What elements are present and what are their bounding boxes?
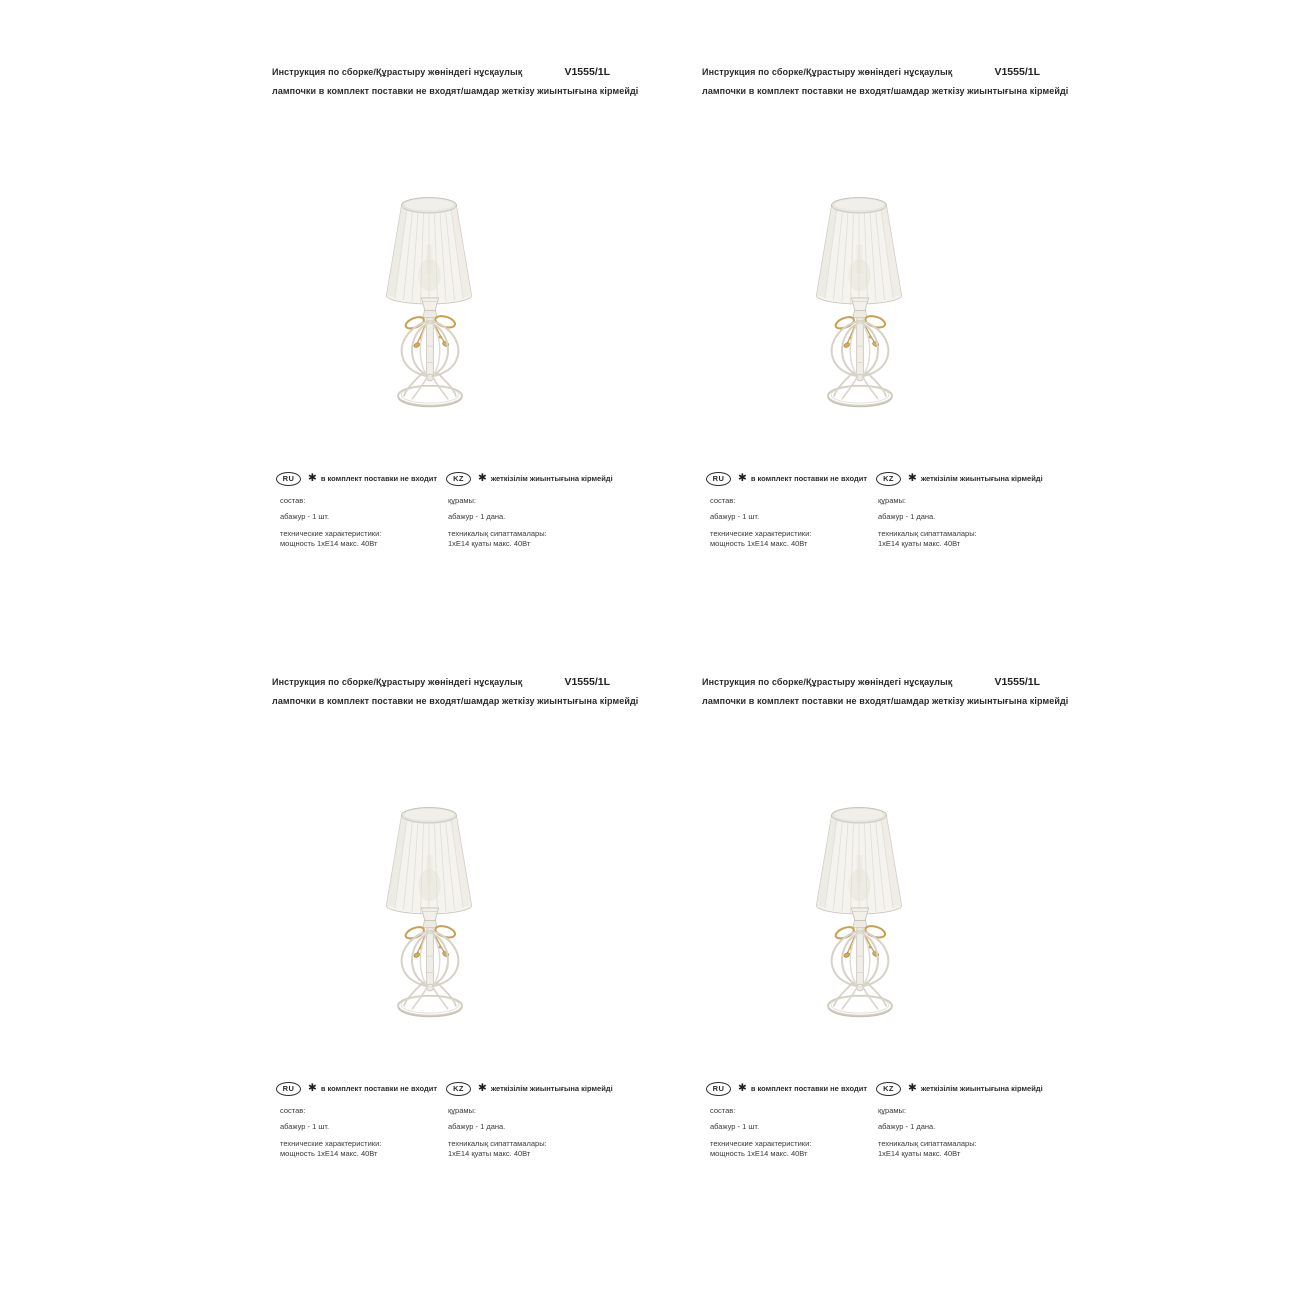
kz-badge: KZ xyxy=(446,472,471,486)
sheet-header xyxy=(272,676,639,706)
specs-ru xyxy=(280,496,448,549)
sheet-header xyxy=(702,66,1069,96)
asterisk-icon: ✱ xyxy=(908,1082,917,1095)
specs-ru xyxy=(710,1106,878,1159)
asterisk-icon: ✱ xyxy=(478,1082,487,1095)
lamp-neck xyxy=(421,298,438,318)
asterisk-icon: ✱ xyxy=(738,1082,747,1095)
table-lamp-image xyxy=(383,802,477,1020)
lamp-neck xyxy=(421,908,438,928)
specs-kz xyxy=(878,496,1046,549)
asterisk-icon: ✱ xyxy=(308,472,317,485)
header-subtitle: лампочки в комплект поставки не входят/шамдар жеткізу жиынтығына кірмейді xyxy=(272,86,639,96)
ru-composition-label: состав: xyxy=(710,1106,736,1115)
asterisk-icon: ✱ xyxy=(738,472,747,485)
kz-composition-label: құрамы: xyxy=(448,496,477,505)
lampshade xyxy=(816,198,901,304)
kz-tech-label: техникалық сипаттамалары: xyxy=(448,529,547,538)
ru-badge: RU xyxy=(276,472,301,486)
sheet-header xyxy=(702,676,1069,706)
kz-composition-value: абажур - 1 дана. xyxy=(448,512,506,521)
model-number: V1555/1L xyxy=(564,676,610,688)
kz-tech-value: 1хЕ14 қуаты макс. 40Вт xyxy=(878,1149,961,1158)
sheet-slot-bottom-left xyxy=(270,676,639,1246)
kz-footnote-text: жеткізілім жиынтығына кірмейді xyxy=(920,474,1043,483)
kz-tech-value: 1хЕ14 қуаты макс. 40Вт xyxy=(448,1149,531,1158)
kz-tech-label: техникалық сипаттамалары: xyxy=(448,1139,547,1148)
instruction-sheet xyxy=(700,66,1069,636)
instruction-sheet xyxy=(270,66,639,636)
ru-footnote xyxy=(276,471,437,486)
footnotes-row xyxy=(700,1081,1060,1096)
ru-composition-value: абажур - 1 шт. xyxy=(710,512,760,521)
ru-tech-value: мощность 1хЕ14 макс. 40Вт xyxy=(710,539,808,548)
header-title-row xyxy=(272,66,610,78)
ru-composition-label: состав: xyxy=(710,496,736,505)
table-lamp-image xyxy=(383,192,477,410)
lampshade xyxy=(386,808,471,914)
lamp-neck xyxy=(851,908,868,928)
ru-footnote-text: в комплект поставки не входит xyxy=(750,1084,868,1093)
ru-footnote-text: в комплект поставки не входит xyxy=(320,474,438,483)
specs-ru xyxy=(710,496,878,549)
ru-tech-label: технические характеристики: xyxy=(280,529,382,538)
sheet-slot-bottom-right xyxy=(700,676,1069,1246)
kz-footnote-text: жеткізілім жиынтығына кірмейді xyxy=(920,1084,1043,1093)
specs-kz xyxy=(448,496,616,549)
header-subtitle: лампочки в комплект поставки не входят/шамдар жеткізу жиынтығына кірмейді xyxy=(702,696,1069,706)
kz-badge: KZ xyxy=(876,1082,901,1096)
table-lamp-image xyxy=(813,192,907,410)
kz-badge: KZ xyxy=(876,472,901,486)
ru-footnote xyxy=(706,471,867,486)
header-subtitle: лампочки в комплект поставки не входят/шамдар жеткізу жиынтығына кірмейді xyxy=(702,86,1069,96)
ru-footnote xyxy=(276,1081,437,1096)
ru-tech-value: мощность 1хЕ14 макс. 40Вт xyxy=(710,1149,808,1158)
ru-tech-value: мощность 1хЕ14 макс. 40Вт xyxy=(280,539,378,548)
model-number: V1555/1L xyxy=(994,66,1040,78)
instruction-sheet xyxy=(270,676,639,1246)
kz-composition-label: құрамы: xyxy=(878,1106,907,1115)
kz-composition-value: абажур - 1 дана. xyxy=(448,1122,506,1131)
sheet-slot-top-left xyxy=(270,66,639,636)
kz-footnote xyxy=(446,471,613,486)
ru-tech-label: технические характеристики: xyxy=(280,1139,382,1148)
kz-footnote-text: жеткізілім жиынтығына кірмейді xyxy=(490,474,613,483)
kz-footnote xyxy=(876,1081,1043,1096)
sheet-header xyxy=(272,66,639,96)
header-title: Инструкция по сборке/Құрастыру жөніндегі нұсқаулық xyxy=(702,677,953,687)
kz-composition-label: құрамы: xyxy=(878,496,907,505)
sheet-slot-top-right xyxy=(700,66,1069,636)
header-title-row xyxy=(702,66,1040,78)
model-number: V1555/1L xyxy=(564,66,610,78)
ru-footnote xyxy=(706,1081,867,1096)
kz-tech-value: 1хЕ14 қуаты макс. 40Вт xyxy=(448,539,531,548)
ru-composition-value: абажур - 1 шт. xyxy=(280,1122,330,1131)
ru-composition-value: абажур - 1 шт. xyxy=(710,1122,760,1131)
model-number: V1555/1L xyxy=(994,676,1040,688)
ru-composition-label: состав: xyxy=(280,496,306,505)
ru-tech-value: мощность 1хЕ14 макс. 40Вт xyxy=(280,1149,378,1158)
asterisk-icon: ✱ xyxy=(308,1082,317,1095)
header-title: Инструкция по сборке/Құрастыру жөніндегі нұсқаулық xyxy=(272,677,523,687)
lampshade xyxy=(816,808,901,914)
asterisk-icon: ✱ xyxy=(478,472,487,485)
kz-footnote-text: жеткізілім жиынтығына кірмейді xyxy=(490,1084,613,1093)
ru-footnote-text: в комплект поставки не входит xyxy=(750,474,868,483)
header-title-row xyxy=(272,676,610,688)
ru-badge: RU xyxy=(276,1082,301,1096)
kz-tech-value: 1хЕ14 қуаты макс. 40Вт xyxy=(878,539,961,548)
lamp-neck xyxy=(851,298,868,318)
kz-composition-value: абажур - 1 дана. xyxy=(878,1122,936,1131)
asterisk-icon: ✱ xyxy=(908,472,917,485)
kz-tech-label: техникалық сипаттамалары: xyxy=(878,529,977,538)
ru-badge: RU xyxy=(706,1082,731,1096)
footnotes-row xyxy=(270,471,630,486)
header-title: Инструкция по сборке/Құрастыру жөніндегі нұсқаулық xyxy=(702,67,953,77)
ru-tech-label: технические характеристики: xyxy=(710,529,812,538)
ru-composition-label: состав: xyxy=(280,1106,306,1115)
ru-tech-label: технические характеристики: xyxy=(710,1139,812,1148)
specs-kz xyxy=(878,1106,1046,1159)
lampshade xyxy=(386,198,471,304)
footnotes-row xyxy=(270,1081,630,1096)
kz-tech-label: техникалық сипаттамалары: xyxy=(878,1139,977,1148)
footnotes-row xyxy=(700,471,1060,486)
specs-kz xyxy=(448,1106,616,1159)
header-subtitle: лампочки в комплект поставки не входят/шамдар жеткізу жиынтығына кірмейді xyxy=(272,696,639,706)
table-lamp-image xyxy=(813,802,907,1020)
kz-composition-label: құрамы: xyxy=(448,1106,477,1115)
ru-badge: RU xyxy=(706,472,731,486)
header-title: Инструкция по сборке/Құрастыру жөніндегі нұсқаулық xyxy=(272,67,523,77)
header-title-row xyxy=(702,676,1040,688)
ru-composition-value: абажур - 1 шт. xyxy=(280,512,330,521)
specs-ru xyxy=(280,1106,448,1159)
kz-composition-value: абажур - 1 дана. xyxy=(878,512,936,521)
instruction-sheet xyxy=(700,676,1069,1246)
kz-footnote xyxy=(876,471,1043,486)
kz-footnote xyxy=(446,1081,613,1096)
ru-footnote-text: в комплект поставки не входит xyxy=(320,1084,438,1093)
kz-badge: KZ xyxy=(446,1082,471,1096)
